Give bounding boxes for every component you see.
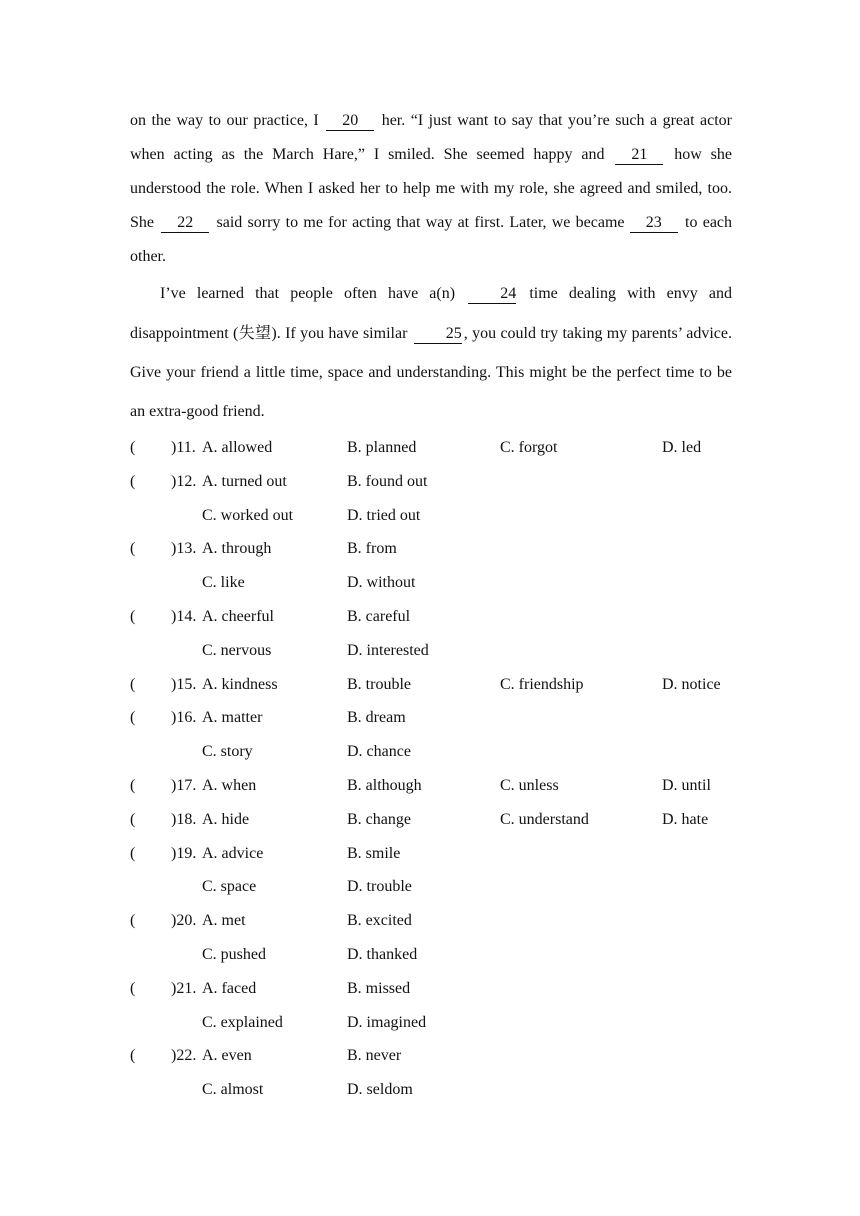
question-row-13	[130, 532, 732, 566]
blank-22: 22	[161, 214, 209, 233]
option-d: D. tried out	[347, 506, 421, 524]
answer-paren: (	[130, 912, 136, 930]
option-c: C. understand	[500, 810, 589, 828]
option-c: C. nervous	[202, 641, 272, 659]
question-row-21-cd	[130, 1006, 732, 1040]
option-a: A. faced	[202, 979, 257, 997]
answer-paren: (	[130, 439, 136, 456]
question-row-15	[130, 668, 732, 702]
option-a: A. hide	[202, 810, 250, 828]
passage-text: her. “I just want to say that you’re such a great actor when acting as the March Hare,” I smiled. She seemed happy and	[130, 112, 732, 163]
question-row-22-cd	[130, 1073, 732, 1107]
option-a: A. met	[202, 912, 246, 930]
answer-paren: (	[130, 810, 136, 828]
passage-text: on the way to our practice, I	[130, 112, 325, 129]
answer-paren: (	[130, 1047, 136, 1065]
option-d: D. interested	[347, 641, 429, 659]
option-d: D. chance	[347, 743, 411, 761]
passage-text: ). If you have similar	[271, 325, 412, 342]
passage-text: how she understood the role. When I asked her to help me with my role, she agreed and smiled, too. She	[130, 146, 732, 231]
passage-paragraph-2	[130, 274, 732, 431]
option-b: B. change	[347, 810, 411, 828]
option-c: C. worked out	[202, 506, 294, 524]
question-number: )13.	[171, 540, 197, 558]
question-number: )20.	[171, 912, 197, 930]
question-row-12	[130, 465, 732, 499]
answer-paren: (	[130, 709, 136, 727]
blank-23: 23	[630, 214, 678, 233]
option-d: D. until	[662, 776, 711, 794]
blank-21: 21	[615, 146, 663, 165]
question-row-12-cd	[130, 499, 732, 533]
option-d: D. hate	[662, 810, 709, 828]
option-c: C. story	[202, 743, 253, 761]
option-a: A. matter	[202, 709, 263, 727]
question-row-19	[130, 837, 732, 871]
question-row-14	[130, 600, 732, 634]
document-page	[130, 104, 732, 1107]
blank-24: 24	[468, 285, 516, 304]
option-d: D. notice	[662, 675, 721, 693]
option-c: C. explained	[202, 1013, 283, 1031]
question-row-19-cd	[130, 870, 732, 904]
question-row-18	[130, 803, 732, 837]
option-c: C. space	[202, 878, 257, 896]
question-row-14-cd	[130, 634, 732, 668]
question-number: )16.	[171, 709, 197, 727]
option-d: D. seldom	[347, 1081, 413, 1099]
option-d: D. imagined	[347, 1013, 427, 1031]
answer-paren: (	[130, 540, 136, 558]
answer-paren: (	[130, 844, 136, 862]
passage-text: said sorry to me for acting that way at first. Later, we became	[211, 214, 630, 231]
option-a: A. turned out	[202, 472, 287, 490]
answer-paren: (	[130, 675, 136, 693]
question-list	[130, 431, 732, 1107]
passage-text: to each other.	[130, 214, 733, 265]
option-b: B. from	[347, 540, 397, 558]
question-number: )19.	[171, 844, 197, 862]
option-b: B. excited	[347, 912, 412, 930]
option-b: B. although	[347, 776, 422, 794]
option-d: D. thanked	[347, 945, 418, 963]
answer-paren: (	[130, 607, 136, 625]
option-a: A. kindness	[202, 675, 278, 693]
question-row-21	[130, 972, 732, 1006]
option-c: C. friendship	[500, 675, 584, 693]
question-number: )12.	[171, 472, 197, 490]
question-row-16-cd	[130, 735, 732, 769]
question-number: )11.	[171, 439, 196, 456]
option-d: D. without	[347, 574, 416, 592]
option-c: C. like	[202, 574, 245, 592]
question-row-11	[130, 431, 732, 465]
option-b: B. smile	[347, 844, 401, 862]
option-b: B. never	[347, 1047, 402, 1065]
chinese-gloss: 失望	[238, 323, 272, 342]
option-b: B. planned	[347, 439, 417, 456]
passage-text: I’ve learned that people often have a(n)	[160, 285, 467, 302]
passage-text: , you could try taking my parents’ advice. Give your friend a little time, space and understanding. This might be the perfect time to be an extra-good friend.	[130, 325, 733, 420]
option-b: B. dream	[347, 709, 406, 727]
answer-paren: (	[130, 979, 136, 997]
option-c: C. pushed	[202, 945, 266, 963]
question-row-20-cd	[130, 938, 732, 972]
question-number: )21.	[171, 979, 197, 997]
option-d: D. trouble	[347, 878, 412, 896]
option-a: A. cheerful	[202, 607, 274, 625]
option-b: B. missed	[347, 979, 411, 997]
option-d: D. led	[662, 439, 702, 456]
option-c: C. almost	[202, 1081, 264, 1099]
blank-25: 25	[414, 325, 462, 344]
question-number: )18.	[171, 810, 197, 828]
option-a: A. when	[202, 776, 257, 794]
option-b: B. found out	[347, 472, 428, 490]
option-a: A. advice	[202, 844, 264, 862]
option-a: A. even	[202, 1047, 252, 1065]
question-row-17	[130, 769, 732, 803]
option-b: B. careful	[347, 607, 411, 625]
blank-20: 20	[326, 112, 374, 131]
question-row-13-cd	[130, 566, 732, 600]
option-c: C. unless	[500, 776, 559, 794]
question-row-20	[130, 904, 732, 938]
passage-paragraph-1	[130, 104, 732, 274]
question-row-16	[130, 701, 732, 735]
question-row-22	[130, 1039, 732, 1073]
question-number: )15.	[171, 675, 197, 693]
option-b: B. trouble	[347, 675, 411, 693]
answer-paren: (	[130, 472, 136, 490]
question-number: )14.	[171, 607, 197, 625]
answer-paren: (	[130, 776, 136, 794]
passage-text: time dealing with envy and disappointment (	[130, 285, 732, 342]
option-a: A. allowed	[202, 439, 273, 456]
question-number: )22.	[171, 1047, 197, 1065]
question-number: )17.	[171, 776, 197, 794]
option-c: C. forgot	[500, 439, 558, 456]
option-a: A. through	[202, 540, 272, 558]
